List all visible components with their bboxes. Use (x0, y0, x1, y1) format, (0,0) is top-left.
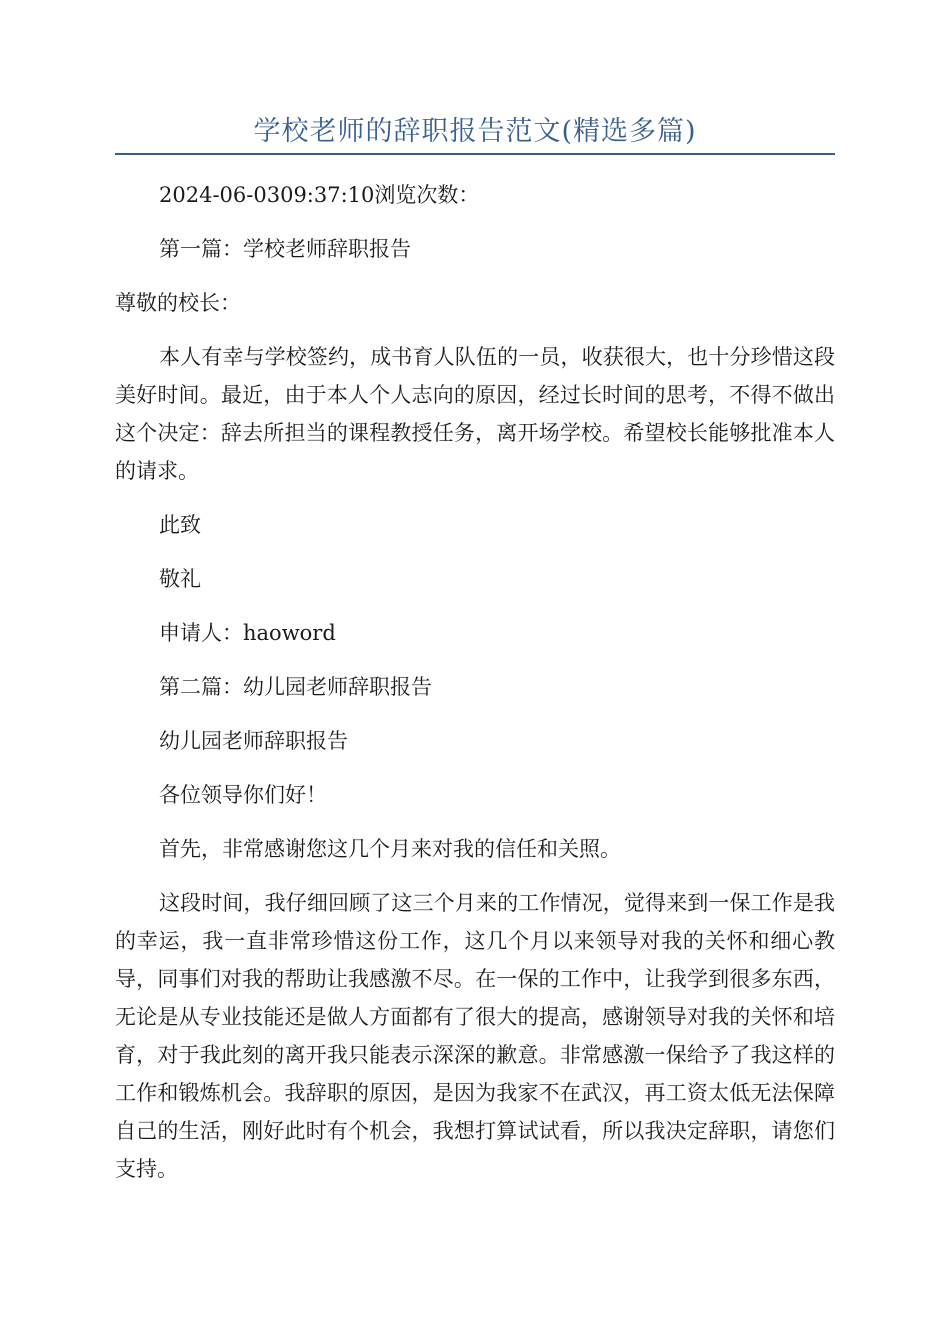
body-paragraph: 本人有幸与学校签约，成书育人队伍的一员，收获很大，也十分珍惜这段美好时间。最近，由于本人个人志向的原因，经过长时间的思考，不得不做出这个决定：辞去所担当的课程教授任务，离开场学校。希望校长能够批准本人的请求。 (115, 345, 835, 483)
title-underline (115, 153, 835, 155)
closing-regards: 敬礼 (159, 567, 201, 591)
salutation: 尊敬的校长： (115, 291, 241, 315)
closing-line: 此致 (159, 513, 201, 537)
section-heading-2: 第二篇：幼儿园老师辞职报告 (159, 675, 432, 699)
meta-line: 2024-06-0309:37:10浏览次数： (159, 183, 480, 207)
document-body (115, 176, 835, 1204)
applicant-line: 申请人：haoword (159, 621, 336, 645)
body-paragraph: 这段时间，我仔细回顾了这三个月来的工作情况，觉得来到一保工作是我的幸运，我一直非常珍惜这份工作，这几个月以来领导对我的关怀和细心教导，同事们对我的帮助让我感激不尽。在一保的工作中，让我学到很多东西，无论是从专业技能还是做人方面都有了很大的提高，感谢领导对我的关怀和培育，对于我此刻的离开我只能表示深深的歉意。非常感激一保给予了我这样的工作和锻炼机会。我辞职的原因，是因为我家不在武汉，再工资太低无法保障自己的生活，刚好此时有个机会，我想打算试试看，所以我决定辞职，请您们支持。 (115, 891, 835, 1181)
greeting-line: 各位领导你们好！ (159, 783, 327, 807)
document-title: 学校老师的辞职报告范文(精选多篇) (253, 116, 697, 147)
subtitle-line: 幼儿园老师辞职报告 (159, 729, 348, 753)
section-heading-1: 第一篇：学校老师辞职报告 (159, 237, 411, 261)
body-paragraph: 首先，非常感谢您这几个月来对我的信任和关照。 (159, 837, 621, 861)
